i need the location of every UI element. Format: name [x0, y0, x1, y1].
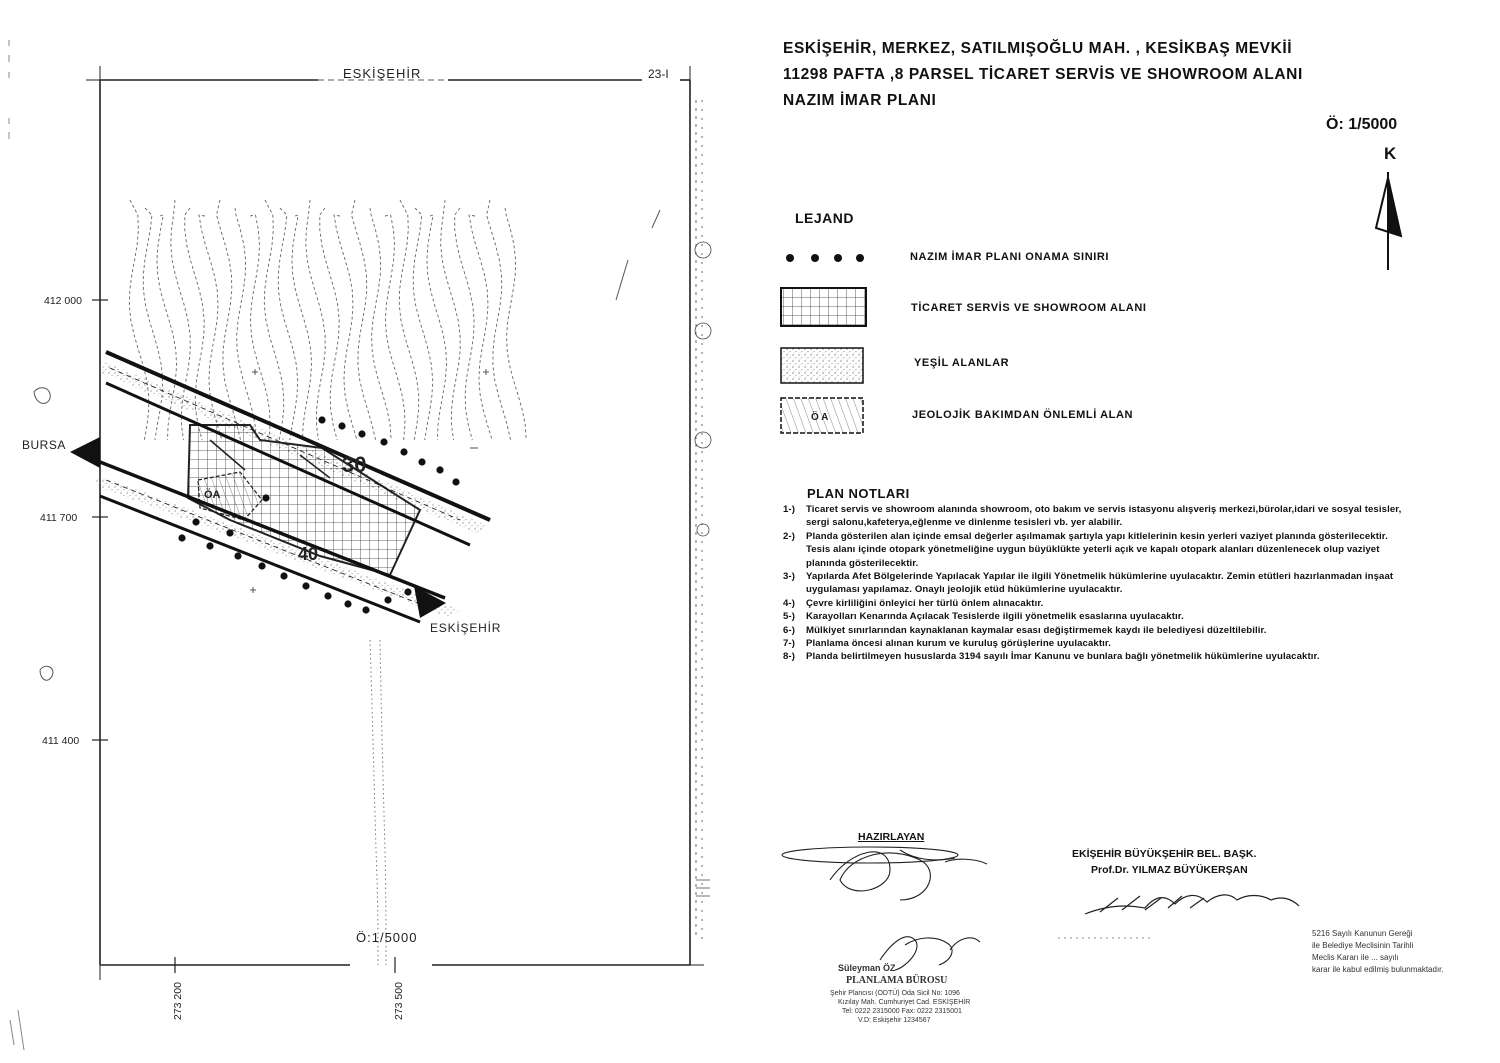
note-text: Ticaret servis ve showroom alanında showroom, oto bakım ve servis istasyonu alışveriş merkezi,bürolar,idari ve sosyal tesisler, sergi salonu,kafeterya,eğlenme ve dinlenme tesisleri vb. yer alabilir. — [806, 504, 1402, 529]
boundary-dot — [262, 494, 269, 501]
boundary-dot — [400, 448, 407, 455]
contour-line — [320, 208, 339, 440]
boundary-dot — [234, 552, 241, 559]
boundary-dot — [280, 572, 287, 579]
area-label-30: 30 — [342, 452, 367, 477]
boundary-dot — [258, 562, 265, 569]
note-number: 1-) — [783, 504, 796, 515]
commercial-grid-icon — [781, 288, 866, 326]
office-details-1: Şehir Plancısı (ODTÜ) Oda Sicil No: 1096 — [830, 990, 960, 997]
boundary-dot — [192, 518, 199, 525]
legend-title: LEJAND — [795, 210, 855, 226]
note-number: 5-) — [783, 611, 796, 623]
contour-line — [455, 208, 474, 440]
dotted-track — [370, 640, 386, 965]
note-text: Mülkiyet sınırlarından kaynaklanan kaymalar esası değiştirmemek kaydı ile belediyesi düzeltilebilir. — [806, 624, 1267, 636]
coordinate-ticks — [92, 300, 395, 973]
note-text: Planda gösterilen alan içinde emsal değerler aşılmamak şartıyla yapı kitlelerinin kesin yerleri vaziyet planında gösterilecektir. Tesis alanı içinde otopark yönetmeliğine uygun büyüklükte yeterli açık ve kapalı otopark alanları düzenlenecek olup vaziyet planında gösterilecektir. — [806, 530, 1388, 569]
contour-line — [278, 208, 298, 440]
contour-line — [399, 200, 418, 440]
map-top-label: ESKİŞEHİR — [343, 66, 422, 81]
approval-text — [1312, 928, 1444, 976]
note-text: Karayolları Kenarında Açılacak Tesislerde ilgili yönetmelik esaslarına uyulacaktır. — [806, 611, 1184, 623]
contour-line — [334, 215, 357, 440]
north-arrow-icon — [1376, 172, 1401, 270]
note-number: 8-) — [783, 651, 796, 663]
north-label: K — [1384, 144, 1397, 163]
boundary-dot — [358, 430, 365, 437]
plan-note — [783, 610, 1408, 623]
contour-line — [264, 200, 283, 440]
contour-line — [292, 215, 312, 440]
map-sheet-label: 23-I — [648, 67, 669, 81]
contour-line — [385, 215, 405, 440]
contour-line — [306, 200, 325, 440]
boundary-dot — [178, 534, 185, 541]
x-coord-273500: 273 500 — [393, 982, 405, 1020]
boundary-dot — [324, 592, 331, 599]
note-number: 3-) — [783, 571, 796, 583]
office-details-4: V.D: Eskişehir 1234567 — [858, 1017, 931, 1024]
planner-name: Süleyman ÖZ — [838, 963, 896, 973]
plan-note — [783, 570, 1408, 597]
title-line-1: ESKİŞEHİR, MERKEZ, SATILMIŞOĞLU MAH. , KESİKBAŞ MEVKİİ — [783, 40, 1293, 57]
frame-edge-strip — [695, 100, 711, 940]
planning-office-name: PLANLAMA BÜROSU — [846, 975, 948, 986]
plan-note — [783, 650, 1408, 663]
approval-line-2: ile Belediye Meclisinin Tarihli — [1312, 941, 1414, 950]
plan-note — [783, 530, 1408, 570]
boundary-dot — [404, 588, 411, 595]
map-bursa-label: BURSA — [22, 438, 66, 452]
area-label-40: 40 — [298, 544, 319, 564]
boundary-dot — [418, 458, 425, 465]
boundary-dot — [318, 416, 325, 423]
plan-notes-title: PLAN NOTLARI — [807, 486, 910, 501]
boundary-dot — [226, 529, 233, 536]
office-details-2: Kızılay Mah. Cumhuriyet Cad. ESKİŞEHİR — [838, 999, 971, 1006]
area-label-oa: ÖA — [204, 489, 221, 501]
y-coord-411700: 411 700 — [40, 512, 78, 524]
plan-note — [783, 503, 1408, 530]
y-coord-412000: 412 000 — [44, 295, 82, 307]
bursa-arrow-icon — [70, 437, 100, 468]
note-number: 4-) — [783, 597, 796, 609]
y-coord-411400: 411 400 — [42, 735, 80, 747]
note-number: 6-) — [783, 624, 796, 636]
contour-line — [427, 215, 447, 440]
note-number: 7-) — [783, 638, 796, 650]
map-eskisehir-label: ESKİŞEHİR — [430, 621, 502, 635]
boundary-dot — [302, 582, 309, 589]
contour-line — [441, 200, 461, 440]
boundary-dot — [384, 596, 391, 603]
note-text: Çevre kirliliğini önleyici her türlü önlem alınacaktır. — [806, 597, 1044, 609]
misc-map-marks — [34, 210, 660, 680]
contour-line — [413, 208, 433, 440]
green-area-hatch-icon — [781, 348, 863, 383]
legend-label-geological: JEOLOJİK BAKIMDAN ÖNLEMLİ ALAN — [912, 409, 1134, 421]
contour-line — [469, 215, 492, 440]
contour-line — [505, 208, 526, 440]
plan-notes-list — [783, 503, 1408, 664]
plan-note — [783, 597, 1408, 610]
geological-area-icon — [781, 398, 863, 433]
boundary-dot — [362, 606, 369, 613]
map-bottom-scale: Ö:1/5000 — [356, 930, 418, 945]
note-text: Planda belirtilmeyen hususlarda 3194 sayılı İmar Kanunu ve bunlara bağlı yönetmelik hükümlerine uyulacaktır. — [806, 651, 1320, 663]
legend-label-commercial: TİCARET SERVİS VE SHOWROOM ALANI — [911, 302, 1147, 314]
mayor-name: Prof.Dr. YILMAZ BÜYÜKERŞAN — [1091, 864, 1248, 876]
contour-line — [129, 200, 148, 440]
contour-line — [487, 200, 511, 440]
approval-line-1: 5216 Sayılı Kanunun Gereği — [1312, 929, 1413, 938]
office-details-3: Tel: 0222 2315000 Fax: 0222 2315001 — [842, 1008, 962, 1015]
plan-note — [783, 624, 1408, 637]
edge-marks — [9, 40, 24, 1050]
contour-line — [250, 215, 270, 440]
note-text: Planlama öncesi alınan kurum ve kuruluş görüşlerine uyulacaktır. — [806, 638, 1111, 650]
boundary-dots-icon — [786, 254, 864, 262]
boundary-dot — [338, 422, 345, 429]
approval-line-3: Meclis Kararı ile ... sayılı — [1312, 953, 1399, 962]
plan-note — [783, 637, 1408, 650]
contour-line — [370, 208, 391, 440]
approval-line-4: karar ile kabul edilmiş bulunmaktadır. — [1312, 965, 1444, 974]
legend-label-green: YEŞİL ALANLAR — [914, 357, 1010, 369]
legend-label-boundary: NAZIM İMAR PLANI ONAMA SINIRI — [910, 251, 1110, 263]
mayor-signature — [1085, 895, 1299, 914]
x-coord-273200: 273 200 — [172, 982, 184, 1020]
prepared-by-label: HAZIRLAYAN — [858, 831, 925, 843]
note-text: Yapılarda Afet Bölgelerinde Yapılacak Yapılar ile ilgili Yönetmelik hükümlerine uyulacaktır. Zemin etütleri hazırlanmadan inşaat uygulaması yapılamaz. Onaylı jeolojik etüd hükümlerine uyulacaktır. — [806, 571, 1394, 596]
title-line-3: NAZIM İMAR PLANI — [783, 92, 937, 109]
contour-line — [235, 208, 256, 440]
boundary-dot — [380, 438, 387, 445]
boundary-dot — [436, 466, 443, 473]
geological-area-code: Ö A — [811, 412, 829, 423]
contour-line — [352, 200, 376, 440]
boundary-dot — [344, 600, 351, 607]
boundary-dot — [452, 478, 459, 485]
mayor-office-label: EKİŞEHİR BÜYÜKŞEHİR BEL. BAŞK. — [1072, 848, 1257, 860]
title-line-2: 11298 PAFTA ,8 PARSEL TİCARET SERVİS VE SHOWROOM ALANI — [783, 66, 1303, 83]
planner-signature — [782, 847, 987, 970]
note-number: 2-) — [783, 530, 796, 542]
boundary-dot — [206, 542, 213, 549]
plan-scale: Ö: 1/5000 — [1326, 116, 1398, 133]
